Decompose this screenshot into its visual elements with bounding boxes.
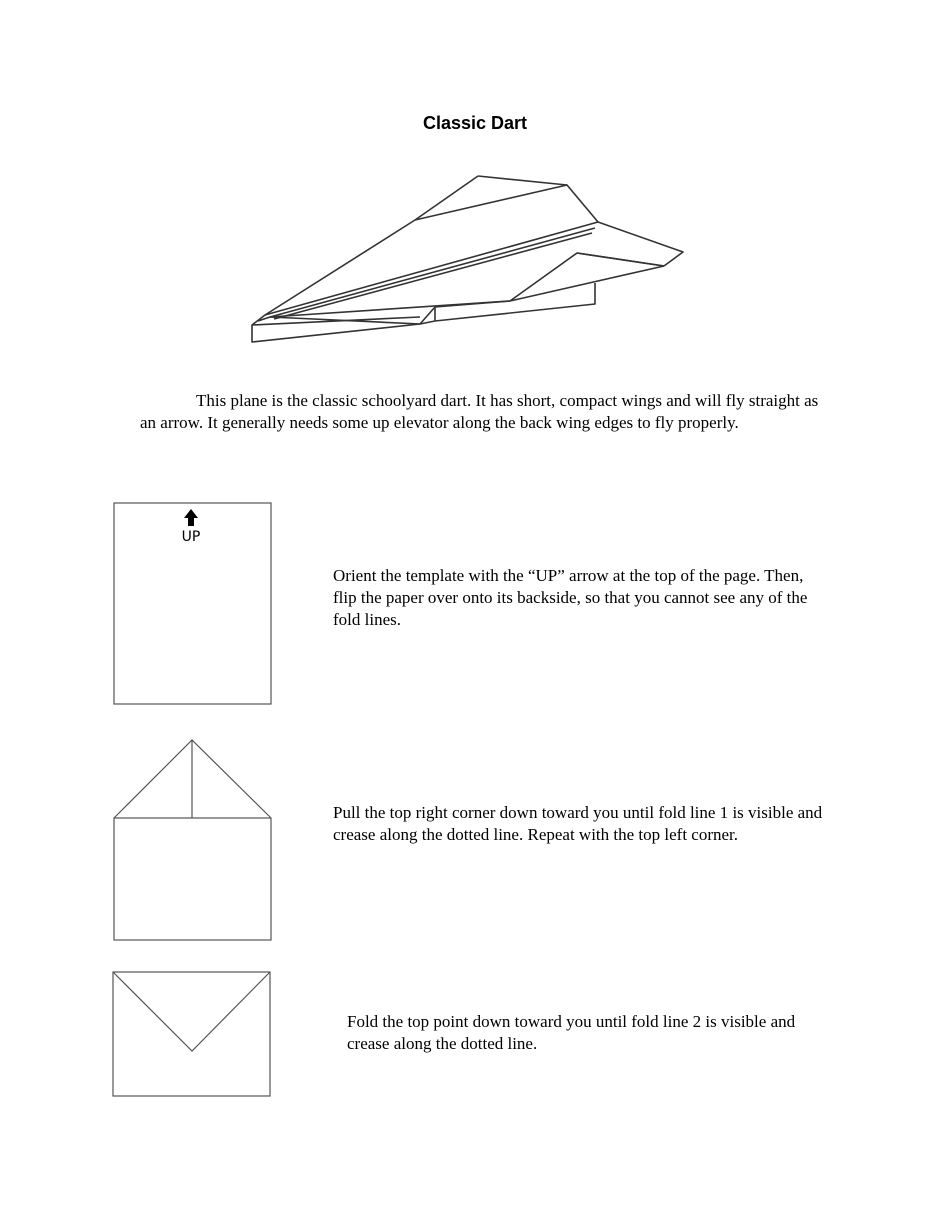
step-2-figure-folded-corners — [113, 738, 273, 943]
paper-airplane-illustration — [240, 165, 700, 355]
intro-paragraph: This plane is the classic schoolyard dart. It has short, compact wings and will fly straight as an arrow. It generally needs some up elevator along the back wing edges to fly properly. — [140, 391, 819, 432]
step-1-text: Orient the template with the “UP” arrow at the top of the page. Then, flip the paper over onto its backside, so that you cannot see any of the fold lines. — [333, 566, 808, 629]
step-1-figure-sheet — [113, 502, 273, 707]
page-title: Classic Dart — [422, 113, 528, 133]
step-3-figure-point-folded — [112, 971, 272, 1099]
up-label: UP — [181, 529, 201, 545]
step-3-text: Fold the top point down toward you until fold line 2 is visible and crease along the dotted line. — [347, 1012, 796, 1053]
step-2-text: Pull the top right corner down toward you until fold line 1 is visible and crease along the dotted line. Repeat with the top left corner. — [333, 803, 823, 844]
